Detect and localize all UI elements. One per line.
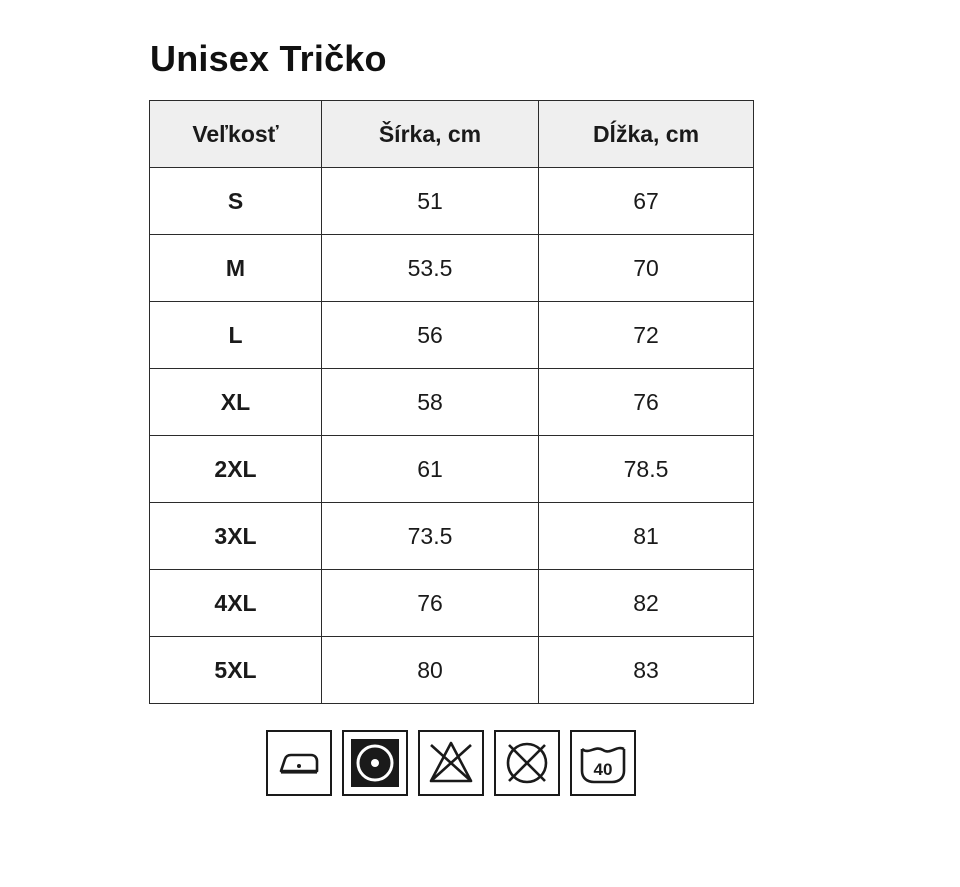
cell-size: M <box>150 235 322 302</box>
table-row <box>150 235 754 302</box>
table-row <box>150 503 754 570</box>
care-symbols-row <box>149 730 753 796</box>
cell-width: 76 <box>322 570 539 637</box>
table-header-row <box>150 101 754 168</box>
do-not-dry-clean-icon <box>494 730 560 796</box>
wash-40-icon <box>570 730 636 796</box>
cell-length: 78.5 <box>539 436 754 503</box>
table-row <box>150 637 754 704</box>
cell-size: L <box>150 302 322 369</box>
cell-length: 82 <box>539 570 754 637</box>
table-row <box>150 302 754 369</box>
table-row <box>150 369 754 436</box>
cell-length: 81 <box>539 503 754 570</box>
cell-width: 53.5 <box>322 235 539 302</box>
cell-length: 76 <box>539 369 754 436</box>
column-header-size: Veľkosť <box>150 101 322 168</box>
cell-length: 67 <box>539 168 754 235</box>
cell-size: XL <box>150 369 322 436</box>
cell-length: 70 <box>539 235 754 302</box>
page-title: Unisex Tričko <box>150 38 387 79</box>
cell-width: 51 <box>322 168 539 235</box>
cell-length: 83 <box>539 637 754 704</box>
cell-size: 4XL <box>150 570 322 637</box>
cell-width: 61 <box>322 436 539 503</box>
iron-icon <box>266 730 332 796</box>
tumble-dry-icon <box>342 730 408 796</box>
do-not-bleach-icon <box>418 730 484 796</box>
table-row <box>150 436 754 503</box>
table-row <box>150 168 754 235</box>
column-header-width: Šírka, cm <box>322 101 539 168</box>
column-header-length: Dĺžka, cm <box>539 101 754 168</box>
size-table <box>149 100 754 704</box>
cell-width: 80 <box>322 637 539 704</box>
cell-size: 5XL <box>150 637 322 704</box>
table-row <box>150 570 754 637</box>
cell-size: S <box>150 168 322 235</box>
cell-size: 2XL <box>150 436 322 503</box>
wash-temperature-label: 40 <box>593 760 613 779</box>
cell-width: 56 <box>322 302 539 369</box>
cell-size: 3XL <box>150 503 322 570</box>
cell-width: 58 <box>322 369 539 436</box>
cell-length: 72 <box>539 302 754 369</box>
cell-width: 73.5 <box>322 503 539 570</box>
